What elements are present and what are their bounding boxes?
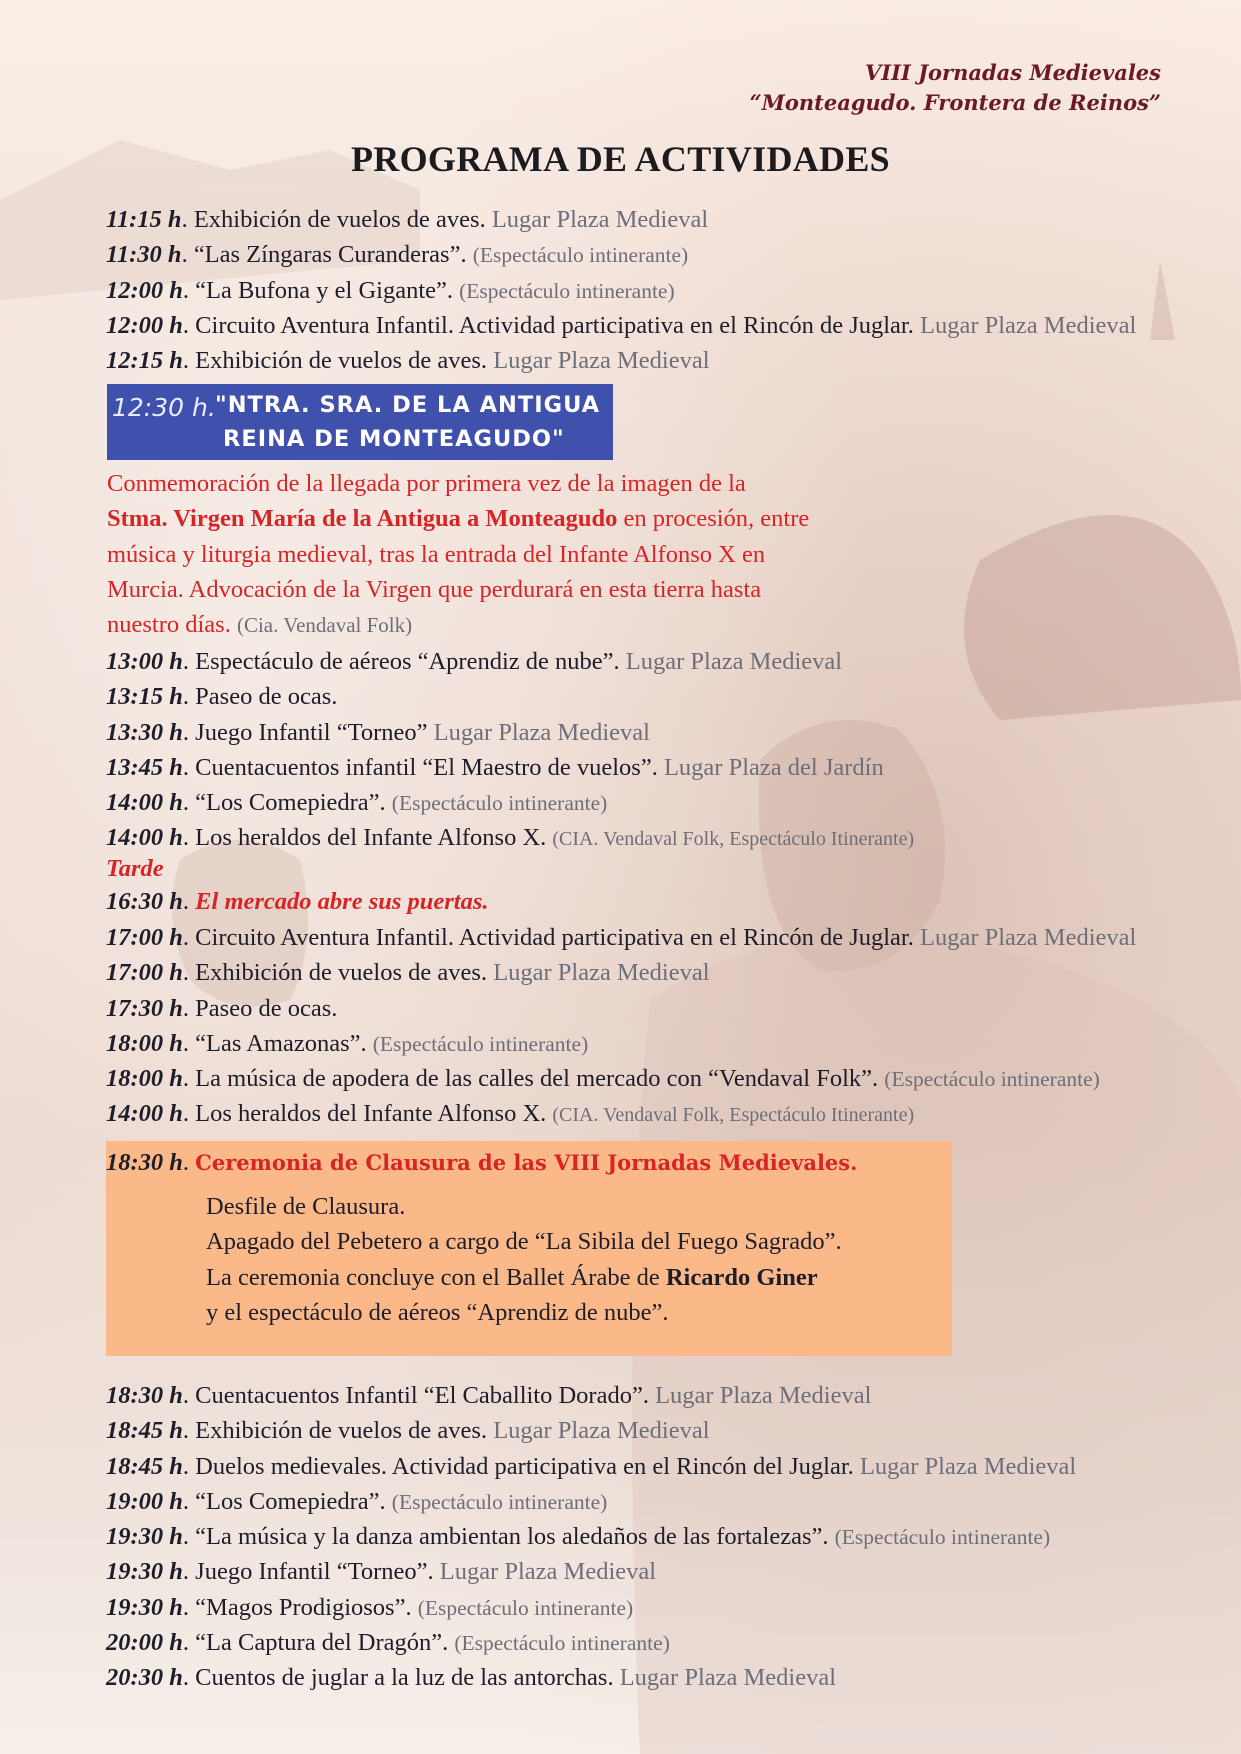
schedule-row: 13:30 h. Juego Infantil “Torneo” Lugar Plaza Medieval <box>106 718 650 746</box>
row-time: 19:30 h <box>106 1523 183 1551</box>
commemoration-line: música y liturgia medieval, tras la entrada del Infante Alfonso X en <box>107 540 766 568</box>
row-text: “Magos Prodigiosos”. <box>195 1593 412 1621</box>
afternoon-section <box>106 854 489 919</box>
schedule-row: 19:00 h. “Los Comepiedra”. (Espectáculo intinerante) <box>106 1487 608 1515</box>
row-time: 13:00 h <box>106 648 183 675</box>
row-text: Los heraldos del Infante Alfonso X. <box>195 1100 547 1128</box>
schedule-row: 14:00 h. Los heraldos del Infante Alfonso X. (CIA. Vendaval Folk, Espectáculo Itinerante) <box>106 824 915 852</box>
schedule-morning <box>106 202 1136 378</box>
schedule-row: 12:00 h. Circuito Aventura Infantil. Actividad participativa en el Rincón de Juglar. Lugar Plaza Medieval <box>106 311 1137 339</box>
row-time: 17:00 h <box>106 924 183 951</box>
row-location: Lugar Plaza del Jardín <box>663 753 884 781</box>
row-time: 17:00 h <box>106 959 183 987</box>
event-name: VIII Jornadas Medievales <box>865 60 1161 85</box>
row-location: Lugar Plaza Medieval <box>655 1382 872 1409</box>
row-text: Exhibición de vuelos de aves. <box>193 206 486 233</box>
row-note: (Espectáculo intinerante) <box>391 1489 608 1514</box>
row-time: 13:15 h <box>106 683 183 711</box>
commemoration-line: nuestro días. <box>107 611 231 639</box>
closing-line: y el espectáculo de aéreos “Aprendiz de nube”. <box>206 1298 669 1326</box>
row-note: (Espectáculo intinerante) <box>391 791 608 816</box>
event-header <box>750 58 1161 118</box>
row-time: 18:00 h <box>106 1029 183 1057</box>
closing-heading: 18:30 h. Ceremonia de Clausura de las VIII Jornadas Medievales. <box>106 1149 858 1176</box>
row-text: Duelos medievales. Actividad participativa en el Rincón del Juglar. <box>195 1452 854 1480</box>
row-note: (Espectáculo intinerante) <box>472 243 689 268</box>
commemoration-company: (Cia. Vendaval Folk) <box>236 613 413 638</box>
row-note: (Espectáculo intinerante) <box>459 278 675 303</box>
closing-ceremony-box <box>106 1141 952 1356</box>
row-location: Lugar Plaza Medieval <box>920 311 1137 339</box>
row-text: Circuito Aventura Infantil. Actividad participativa en el Rincón de Juglar. <box>195 311 914 339</box>
schedule-row: 12:00 h. “La Bufona y el Gigante”. (Espectáculo intinerante) <box>106 276 675 304</box>
row-text: Cuentacuentos infantil “El Maestro de vuelos”. <box>195 753 658 781</box>
row-time: 16:30 h <box>106 888 183 915</box>
commemoration-line: Murcia. Advocación de la Virgen que perdurará en esta tierra hasta <box>107 575 762 603</box>
banner-time: 12:30 h. <box>112 393 216 422</box>
page-title: PROGRAMA DE ACTIVIDADES <box>351 139 890 179</box>
row-time: 18:45 h <box>106 1417 183 1445</box>
row-note: (CIA. Vendaval Folk, Espectáculo Itinerante) <box>552 828 915 851</box>
row-text: “Los Comepiedra”. <box>195 1487 386 1515</box>
row-location: Lugar Plaza Medieval <box>433 718 650 746</box>
row-text: La música de apodera de las calles del mercado con “Vendaval Folk”. <box>195 1065 879 1093</box>
schedule-row: 13:00 h. Espectáculo de aéreos “Aprendiz de nube”. Lugar Plaza Medieval <box>106 648 843 675</box>
schedule-evening <box>106 1378 1076 1696</box>
row-location: Lugar Plaza Medieval <box>625 648 843 675</box>
row-time: 14:00 h <box>106 824 183 852</box>
highlight-banner <box>107 384 613 460</box>
row-text: Exhibición de vuelos de aves. <box>195 1417 488 1445</box>
row-note: (CIA. Vendaval Folk, Espectáculo Itinerante) <box>552 1104 915 1127</box>
row-text: Paseo de ocas. <box>195 683 338 711</box>
row-time: 18:30 h <box>106 1382 183 1409</box>
row-location: Lugar Plaza Medieval <box>920 924 1137 951</box>
row-time: 13:45 h <box>106 753 183 781</box>
section-label-tarde: Tarde <box>106 855 164 882</box>
closing-details <box>206 1189 842 1330</box>
row-text: Los heraldos del Infante Alfonso X. <box>195 824 547 852</box>
row-time: 12:15 h <box>106 347 183 375</box>
row-text: Exhibición de vuelos de aves. <box>195 959 488 987</box>
event-subtitle: “Monteagudo. Frontera de Reinos” <box>749 90 1161 115</box>
closing-line: Desfile de Clausura. <box>206 1193 406 1220</box>
schedule-row: 12:15 h. Exhibición de vuelos de aves. Lugar Plaza Medieval <box>106 347 710 375</box>
row-time: 12:00 h <box>106 311 183 339</box>
schedule-row: 17:30 h. Paseo de ocas. <box>106 994 338 1022</box>
row-note: (Espectáculo intinerante) <box>372 1031 589 1056</box>
schedule-row-market: 16:30 h. El mercado abre sus puertas. <box>106 888 489 915</box>
row-location: Lugar Plaza Medieval <box>493 1417 710 1445</box>
row-location: Lugar Plaza Medieval <box>491 206 709 233</box>
row-time: 17:30 h <box>106 994 183 1022</box>
schedule-row: 20:30 h. Cuentos de juglar a la luz de las antorchas. Lugar Plaza Medieval <box>106 1664 837 1692</box>
row-text: “Las Zíngaras Curanderas”. <box>193 241 467 269</box>
row-text: “La música y la danza ambientan los aledaños de las fortalezas”. <box>195 1523 829 1551</box>
row-time: 20:00 h <box>106 1629 183 1657</box>
commemoration-line: Conmemoración de la llegada por primera vez de la imagen de la <box>107 470 746 497</box>
schedule-row: 17:00 h. Circuito Aventura Infantil. Actividad participativa en el Rincón de Juglar. Lugar Plaza Medieval <box>106 924 1137 951</box>
schedule-row: 18:45 h. Exhibición de vuelos de aves. Lugar Plaza Medieval <box>106 1417 710 1445</box>
row-time: 19:00 h <box>106 1487 183 1515</box>
schedule-row: 19:30 h. “La música y la danza ambientan los aledaños de las fortalezas”. (Espectáculo intinerante) <box>106 1523 1051 1551</box>
row-time: 14:00 h <box>106 1100 183 1128</box>
schedule-row: 18:45 h. Duelos medievales. Actividad participativa en el Rincón del Juglar. Lugar Plaza Medieval <box>106 1452 1077 1480</box>
schedule-row: 14:00 h. Los heraldos del Infante Alfonso X. (CIA. Vendaval Folk, Espectáculo Itinerante) <box>106 1100 915 1128</box>
row-text: “La Captura del Dragón”. <box>195 1629 449 1657</box>
row-text: “Los Comepiedra”. <box>195 789 386 817</box>
row-location: Lugar Plaza Medieval <box>439 1558 657 1586</box>
row-text: Exhibición de vuelos de aves. <box>195 347 488 375</box>
schedule-row: 13:15 h. Paseo de ocas. <box>106 683 338 711</box>
row-note: (Espectáculo intinerante) <box>417 1595 634 1620</box>
schedule-row: 13:45 h. Cuentacuentos infantil “El Maestro de vuelos”. Lugar Plaza del Jardín <box>106 753 884 781</box>
row-note: (Espectáculo intinerante) <box>834 1525 1051 1550</box>
schedule-row: 20:00 h. “La Captura del Dragón”. (Espectáculo intinerante) <box>106 1629 670 1657</box>
schedule-row: 18:30 h. Cuentacuentos Infantil “El Caballito Dorado”. Lugar Plaza Medieval <box>106 1382 872 1409</box>
row-time: 18:00 h <box>106 1065 183 1093</box>
schedule-row: 19:30 h. Juego Infantil “Torneo”. Lugar Plaza Medieval <box>106 1558 657 1586</box>
row-time: 12:00 h <box>106 276 183 304</box>
row-text: Espectáculo de aéreos “Aprendiz de nube”. <box>195 648 620 675</box>
schedule-row: 19:30 h. “Magos Prodigiosos”. (Espectáculo intinerante) <box>106 1593 634 1621</box>
row-time: 20:30 h <box>106 1664 183 1692</box>
row-time: 11:30 h <box>106 241 182 269</box>
row-location: Lugar Plaza Medieval <box>493 347 710 375</box>
row-text: El mercado abre sus puertas. <box>195 888 489 915</box>
row-text: Cuentos de juglar a la luz de las antorchas. <box>195 1664 614 1692</box>
row-text: Juego Infantil “Torneo” <box>195 718 428 746</box>
row-time: 13:30 h <box>106 718 183 746</box>
row-text: Paseo de ocas. <box>195 994 338 1022</box>
row-text: Juego Infantil “Torneo”. <box>195 1558 434 1586</box>
row-time: 19:30 h <box>106 1593 183 1621</box>
closing-title: Ceremonia de Clausura de las VIII Jornadas Medievales. <box>195 1150 858 1175</box>
commemoration-line: en procesión, entre <box>617 505 810 533</box>
row-location: Lugar Plaza Medieval <box>493 959 710 987</box>
closing-time: 18:30 h <box>106 1149 183 1176</box>
row-text: “Las Amazonas”. <box>195 1029 367 1057</box>
commemoration-text <box>107 466 907 643</box>
row-time: 11:15 h <box>106 206 182 233</box>
row-location: Lugar Plaza Medieval <box>859 1452 1077 1480</box>
schedule-row: 11:15 h. Exhibición de vuelos de aves. Lugar Plaza Medieval <box>106 206 709 233</box>
row-text: Cuentacuentos Infantil “El Caballito Dorado”. <box>195 1382 649 1409</box>
row-text: “La Bufona y el Gigante”. <box>195 276 453 304</box>
closing-line: La ceremonia concluye con el Ballet Árabe de <box>206 1263 666 1291</box>
schedule-afternoon <box>106 920 1136 1132</box>
row-time: 19:30 h <box>106 1558 183 1586</box>
closing-line: Apagado del Pebetero a cargo de “La Sibila del Fuego Sagrado”. <box>206 1228 842 1256</box>
schedule-row: 11:30 h. “Las Zíngaras Curanderas”. (Espectáculo intinerante) <box>106 241 689 269</box>
row-note: (Espectáculo intinerante) <box>884 1067 1100 1092</box>
schedule-midday <box>106 644 914 856</box>
schedule-row: 18:00 h. La música de apodera de las calles del mercado con “Vendaval Folk”. (Espectáculo intinerante) <box>106 1065 1100 1093</box>
row-note: (Espectáculo intinerante) <box>454 1631 670 1656</box>
row-time: 14:00 h <box>106 789 183 817</box>
row-location: Lugar Plaza Medieval <box>619 1664 837 1692</box>
banner-title-line1: "NTRA. SRA. DE LA ANTIGUA <box>215 392 601 418</box>
row-time: 18:45 h <box>106 1452 183 1480</box>
schedule-row: 17:00 h. Exhibición de vuelos de aves. Lugar Plaza Medieval <box>106 959 710 987</box>
commemoration-highlight: Stma. Virgen María de la Antigua a Monteagudo <box>107 505 618 533</box>
schedule-row: 18:00 h. “Las Amazonas”. (Espectáculo intinerante) <box>106 1029 589 1057</box>
performer-name: Ricardo Giner <box>665 1263 818 1291</box>
banner-title-line2: REINA DE MONTEAGUDO" <box>223 426 565 452</box>
row-text: Circuito Aventura Infantil. Actividad participativa en el Rincón de Juglar. <box>195 924 914 951</box>
schedule-row: 14:00 h. “Los Comepiedra”. (Espectáculo intinerante) <box>106 789 608 817</box>
